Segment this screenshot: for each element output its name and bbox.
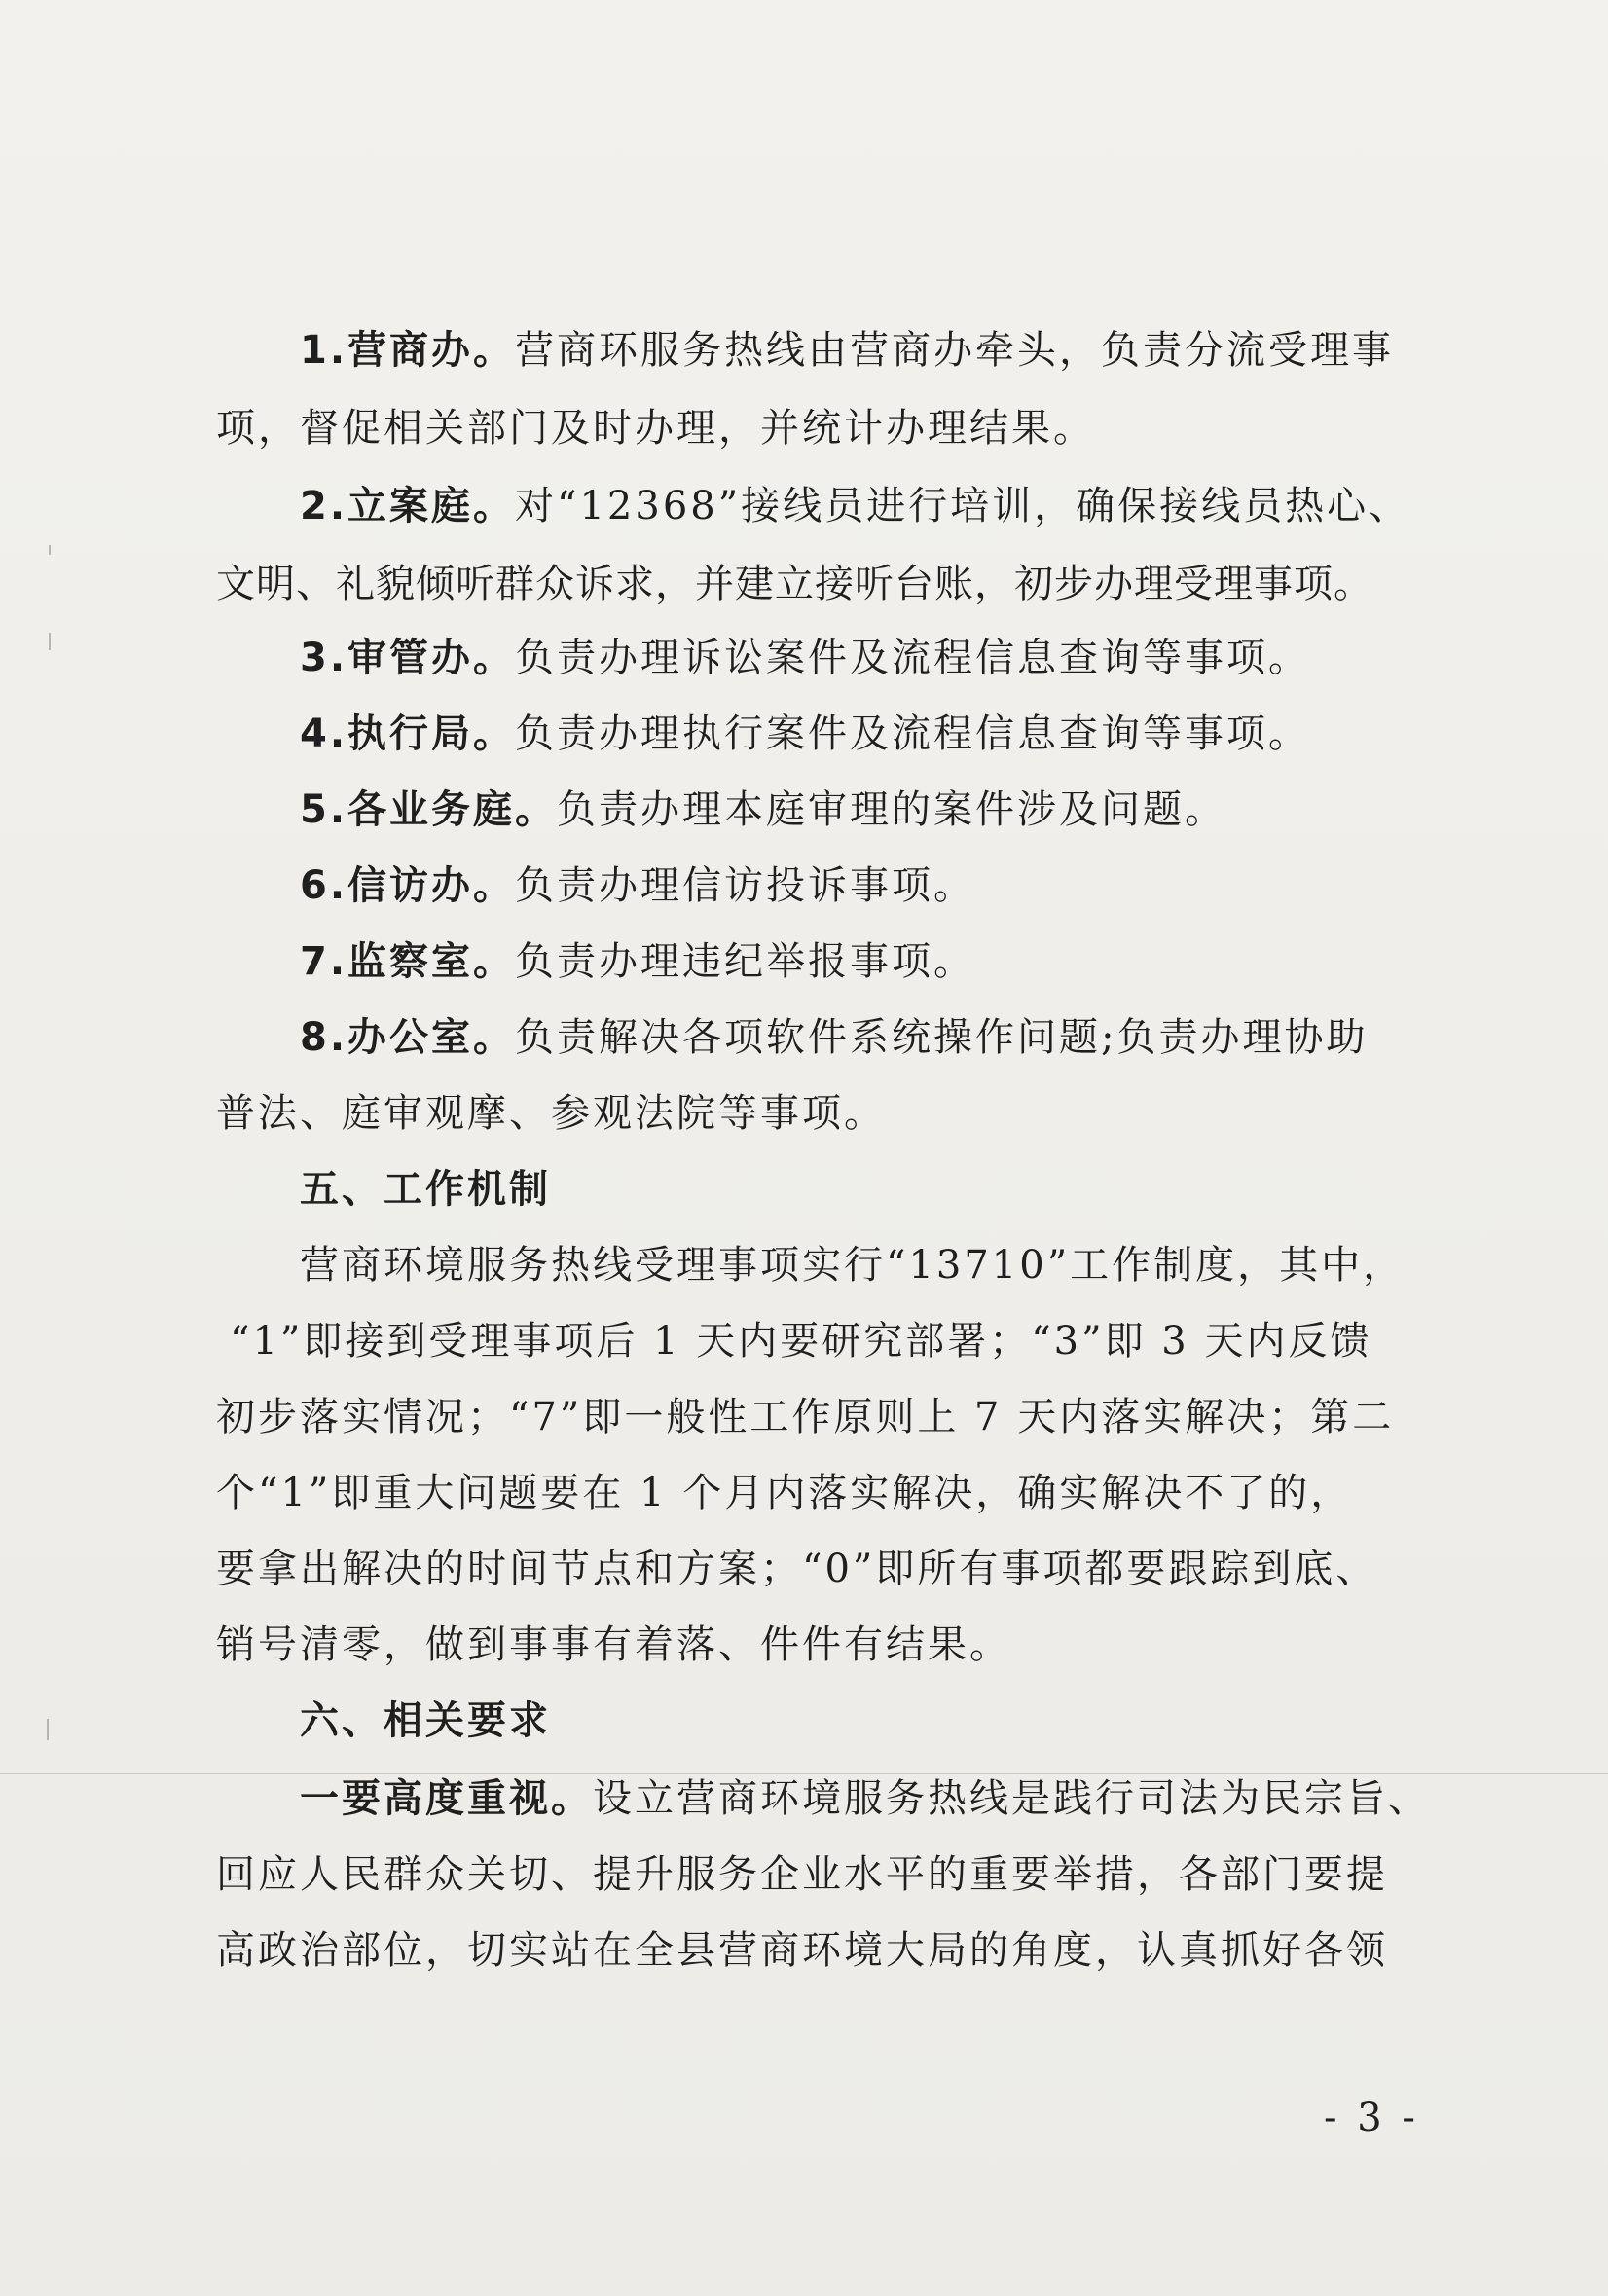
section-6-text: 设立营商环境服务热线是践行司法为民宗旨、 [593,1776,1430,1821]
section-6-first-line [300,1773,1430,1824]
item-8-line [300,1012,1369,1063]
section-5-line-1: 营商环境服务热线受理事项实行“13710”工作制度，其中， [300,1243,1406,1288]
item-2-line [300,481,1410,531]
item-2-continuation: 文明、礼貌倾听群众诉求，并建立接听台账，初步办理受理事项。 [216,562,1373,606]
item-1-text: 营商环服务热线由营商办牵头，负责分流受理事 [515,328,1395,373]
item-5-lead: 5.各业务庭。 [300,787,558,832]
item-8-continuation: 普法、庭审观摩、参观法院等事项。 [216,1091,886,1136]
item-3-lead: 3.审管办。 [300,636,516,680]
scan-margin-mark [47,1719,49,1740]
item-3-text: 负责办理诉讼案件及流程信息查询等事项。 [515,636,1311,680]
section-5-line-6: 销号清零，做到事事有着落、件件有结果。 [216,1622,1011,1667]
section-5-line-5: 要拿出解决的时间节点和方案；“0”即所有事项都要跟踪到底、 [216,1547,1378,1591]
item-6-text: 负责办理信访投诉事项。 [515,863,976,908]
item-3-line [300,633,1310,683]
item-6-lead: 6.信访办。 [300,863,516,908]
section-6-lead: 一要高度重视。 [300,1776,593,1821]
item-1-continuation: 项，督促相关部门及时办理，并统计办理结果。 [216,406,1095,451]
item-4-lead: 4.执行局。 [300,711,516,756]
item-5-line [300,784,1226,835]
item-5-text: 负责办理本庭审理的案件涉及问题。 [557,787,1227,832]
item-6-line [300,860,975,911]
section-5-line-2: “1”即接到受理事项后 1 天内要研究部署；“3”即 3 天内反馈 [230,1319,1372,1364]
item-7-text: 负责办理违纪举报事项。 [515,939,976,984]
item-4-text: 负责办理执行案件及流程信息查询等事项。 [515,711,1311,756]
section-6-line-3: 高政治部位，切实站在全县营商环境大局的角度，认真抓好各领 [216,1928,1388,1973]
section-5-line-4: 个“1”即重大问题要在 1 个月内落实解决，确实解决不了的， [216,1471,1353,1515]
item-7-line [300,936,975,987]
scan-margin-mark [49,633,51,650]
section-5-line-3: 初步落实情况；“7”即一般性工作原则上 7 天内落实解决；第二 [216,1395,1395,1440]
section-6-line-2: 回应人民群众关切、提升服务企业水平的重要举措，各部门要提 [216,1852,1388,1897]
page-number: - 3 - [1324,2096,1419,2140]
item-1-line [300,325,1394,376]
item-7-lead: 7.监察室。 [300,939,516,984]
item-8-lead: 8.办公室。 [300,1015,516,1060]
item-1-lead: 1.营商办。 [300,328,516,373]
item-8-text: 负责解决各项软件系统操作问题;负责办理协助 [515,1015,1369,1060]
section-5-heading: 五、工作机制 [300,1167,551,1212]
scan-margin-mark [49,545,51,555]
item-2-text: 对“12368”接线员进行培训，确保接线员热心、 [515,484,1411,528]
item-2-lead: 2.立案庭。 [300,484,516,528]
item-4-line [300,709,1310,759]
section-6-heading: 六、相关要求 [300,1698,551,1743]
